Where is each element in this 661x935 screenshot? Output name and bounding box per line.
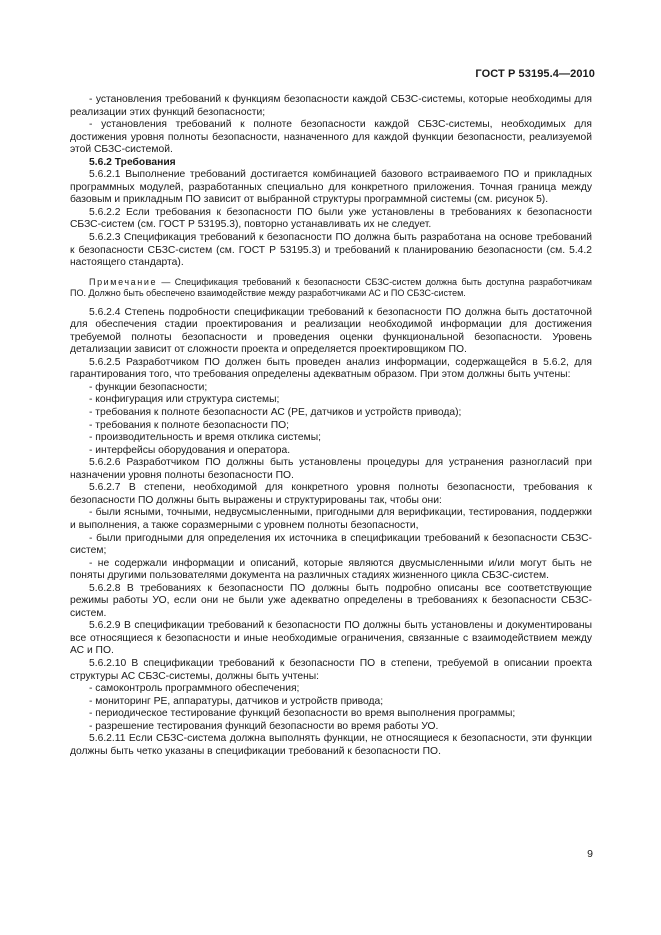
- note: [70, 277, 592, 300]
- list-item: - конфигурация или структура системы;: [89, 394, 280, 406]
- list-item: - интерфейсы оборудования и оператора.: [89, 444, 291, 456]
- list-item: - требования к полноте безопасности ПО;: [89, 419, 289, 431]
- paragraph: 5.6.2.1 Выполнение требований достигается комбинацией базового встраиваемого ПО и прикладных программных модулей, разработанных специально для конкретного приложения. Точная граница между базовым и прикладным ПО зависит от выбранной структуры программной системы (см. рисунок 5).: [70, 169, 592, 206]
- section-heading: 5.6.2 Требования: [89, 156, 176, 168]
- list-item: - были ясными, точными, недвусмысленными, пригодными для верификации, тестирования, поддержки и выполнения, а также соразмерными с уровнем полноты безопасности,: [70, 507, 592, 531]
- list-item: - периодическое тестирование функций безопасности во время выполнения программы;: [89, 708, 516, 720]
- document-body: [70, 94, 592, 758]
- paragraph: 5.6.2.8 В требованиях к безопасности ПО должны быть подробно описаны все соответствующие режимы работы УО, если они не были уже адекватно определены в требованиях к безопасности СБЗС-систем.: [70, 582, 592, 619]
- paragraph: 5.6.2.4 Степень подробности спецификации требований к безопасности ПО должна быть достаточной для обеспечения стадии проектирования и реализации необходимой информации для достижения требуемой полноты безопасности и проведения оценки функциональной безопасности. Уровень детализации зависит от сложности проекта и определяется проектировщиком ПО.: [70, 306, 592, 356]
- paragraph: 5.6.2.3 Спецификация требований к безопасности ПО должна быть разработана на основе требований к безопасности СБЗС-систем (см. ГОСТ Р 53195.3) и требований к планированию безопасности (см. 5.4.2 настоящего стандарта).: [70, 232, 592, 269]
- paragraph: - установления требований к функциям безопасности каждой СБЗС-системы, которые необходимы для реализации этих функций безопасности;: [70, 94, 592, 118]
- list-item: - не содержали информации и описаний, которые являются двусмысленными и/или могут быть не поняты другими пользователями документа на различных стадиях жизненного цикла СБЗС-систем.: [70, 557, 592, 582]
- paragraph: - установления требований к полноте безопасности каждой СБЗС-системы, необходимых для достижения уровня полноты безопасности, назначенного для каждой функции безопасности, реализуемой этой СБЗС-системой.: [70, 119, 592, 156]
- list-item: - требования к полноте безопасности АС (РЕ, датчиков и устройств привода);: [89, 407, 462, 419]
- page-number: 9: [587, 848, 593, 860]
- list-item: - мониторинг РЕ, аппаратуры, датчиков и устройств привода;: [89, 695, 384, 707]
- list-item: - производительность и время отклика системы;: [89, 432, 321, 444]
- paragraph: 5.6.2.7 В степени, необходимой для конкретного уровня полноты безопасности, требования к безопасности ПО должны быть выражены и структурированы так, чтобы они:: [70, 482, 592, 506]
- note-label: Примечание: [89, 276, 158, 287]
- paragraph: 5.6.2.11 Если СБЗС-система должна выполнять функции, не относящиеся к безопасности, эти функции должны быть четко указаны в спецификации требований к безопасности ПО.: [70, 733, 592, 757]
- list-item: - самоконтроль программного обеспечения;: [89, 683, 300, 695]
- document-header: ГОСТ Р 53195.4—2010: [475, 68, 595, 80]
- paragraph: 5.6.2.9 В спецификации требований к безопасности ПО должны быть установлены и документированы все относящиеся к безопасности и иные необходимые ограничения, связанные с взаимодействием между АС и ПО.: [70, 620, 592, 657]
- paragraph: 5.6.2.5 Разработчиком ПО должен быть проведен анализ информации, содержащейся в 5.6.2, для гарантирования того, что требования определены адекватным образом. При этом должны быть учтены:: [70, 356, 592, 381]
- list-item: - разрешение тестирования функций безопасности во время работы УО.: [89, 720, 439, 732]
- paragraph: 5.6.2.10 В спецификации требований к безопасности ПО в степени, требуемой в описании проекта структуры АС СБЗС-системы, должны быть учтены:: [70, 657, 592, 682]
- note-text: — Спецификация требований к безопасности СБЗС-систем должна быть доступна разработчикам ПО. Должно быть обеспечено взаимодействие между разработчиками АС и ПО СБЗС-систем.: [70, 276, 592, 299]
- paragraph: 5.6.2.6 Разработчиком ПО должны быть установлены процедуры для устранения разногласий при назначении уровня полноты безопасности ПО.: [70, 457, 592, 481]
- list-item: - были пригодными для определения их источника в спецификации требований к безопасности СБЗС-систем;: [70, 532, 592, 557]
- list-item: - функции безопасности;: [89, 381, 208, 393]
- paragraph: 5.6.2.2 Если требования к безопасности ПО были уже установлены в требованиях к безопасности СБЗС-систем (см. ГОСТ Р 53195.3), повторно устанавливать их не следует.: [70, 206, 592, 231]
